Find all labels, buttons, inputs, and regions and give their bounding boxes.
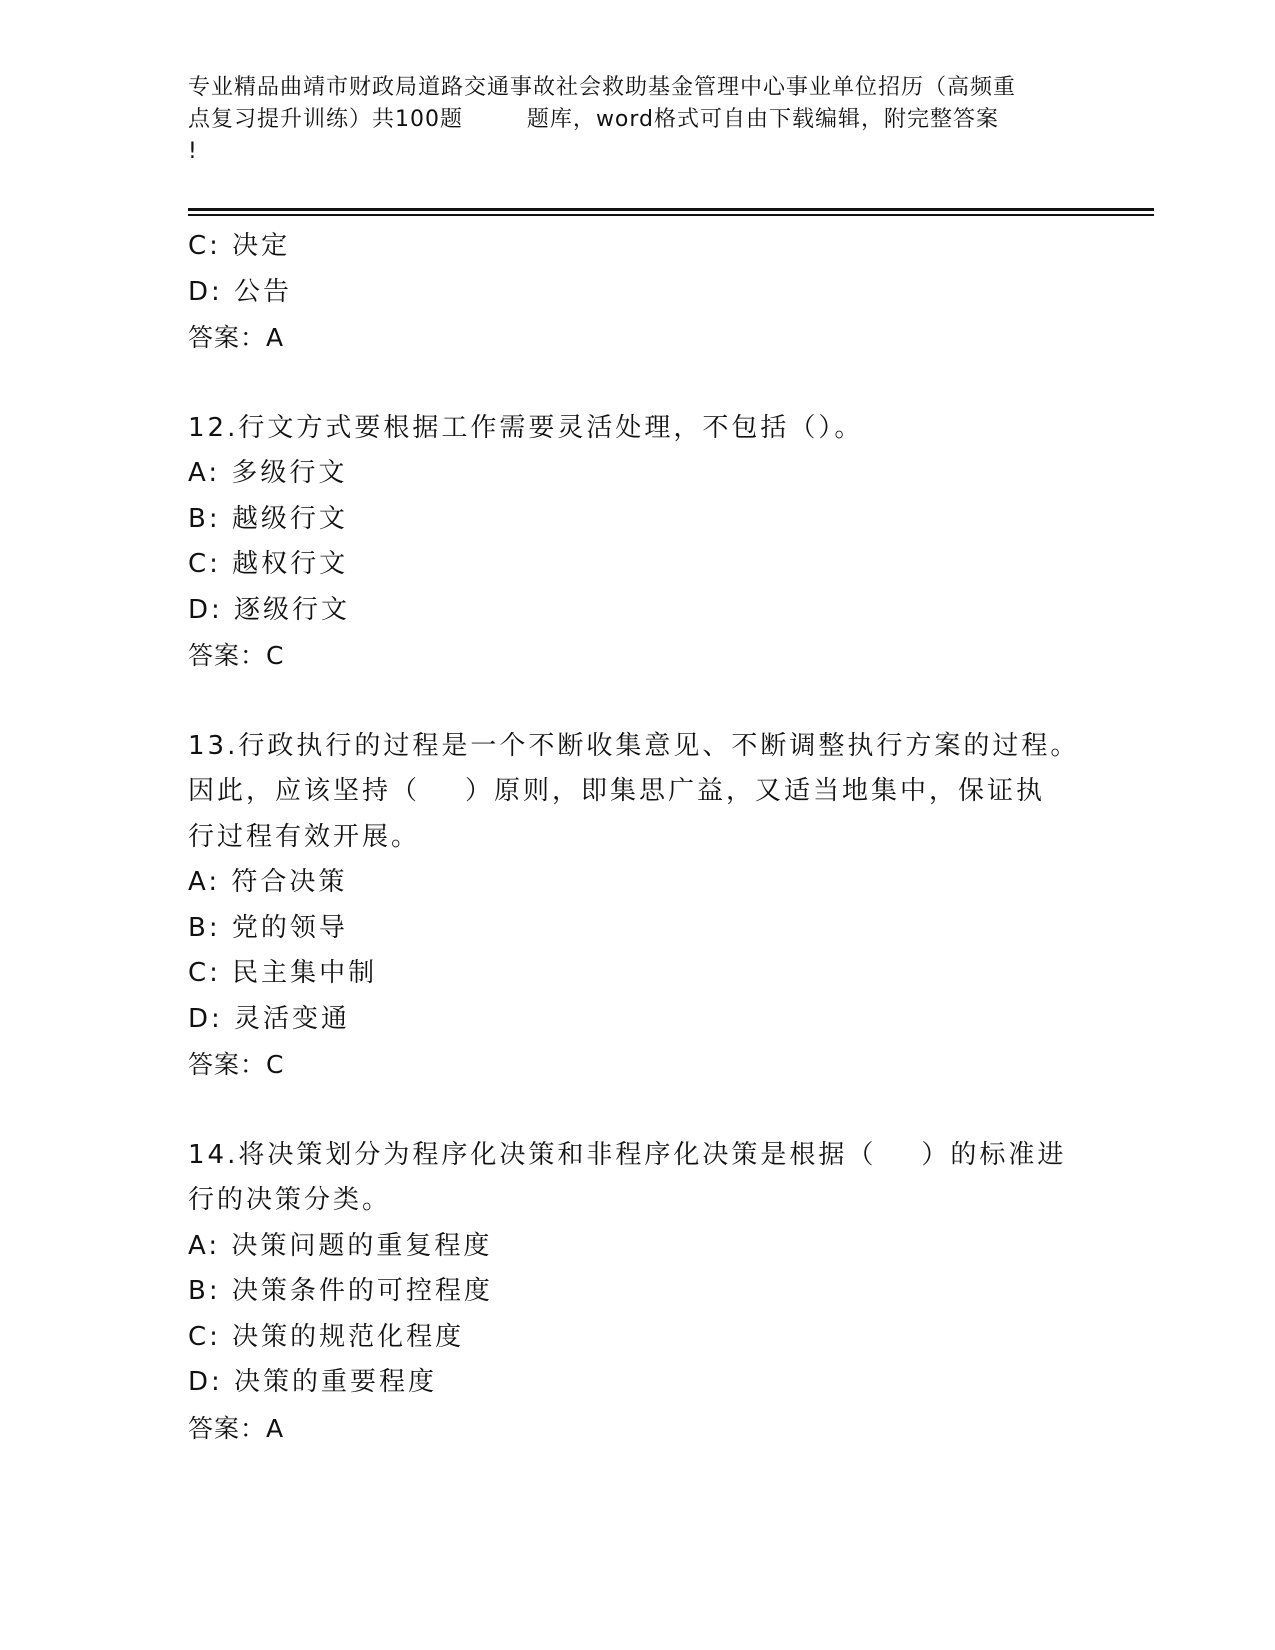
- spacer: [188, 679, 1088, 724]
- question-list: [188, 224, 1088, 1451]
- answer: 答案：C: [188, 1050, 285, 1079]
- option-c: C: 决策的规范化程度: [188, 1321, 465, 1352]
- option-b: B: 决策条件的可控程度: [188, 1276, 493, 1306]
- header-divider-thin: [188, 214, 1154, 216]
- spacer: [188, 1088, 1088, 1133]
- header-divider-thick: [188, 208, 1154, 211]
- answer: 答案：C: [188, 641, 285, 670]
- option-d: D: 逐级行文: [188, 594, 351, 625]
- header-line-2: 点复习提升训练）共100题 题库，word格式可自由下载编辑，附完整答案: [188, 107, 1000, 132]
- header-line-1: 专业精品曲靖市财政局道路交通事故社会救助基金管理中心事业单位招历（高频重: [188, 75, 1017, 100]
- option-b: B: 党的领导: [188, 912, 348, 943]
- question-text: 14.将决策划分为程序化决策和非程序化决策是根据（ ）的标准进: [188, 1139, 1067, 1170]
- answer: 答案：A: [188, 323, 285, 352]
- spacer: [188, 361, 1088, 406]
- option-c: C: 决定: [188, 231, 291, 261]
- question-text: 13.行政执行的过程是一个不断收集意见、不断调整执行方案的过程。: [188, 730, 1080, 761]
- option-a: A: 决策问题的重复程度: [188, 1230, 493, 1261]
- question-text: 12.行文方式要根据工作需要灵活处理，不包括（）。: [188, 412, 864, 443]
- option-a: A: 多级行文: [188, 458, 348, 488]
- option-d: D: 灵活变通: [188, 1003, 351, 1034]
- prev-question-tail: [188, 224, 1088, 361]
- answer: 答案：A: [188, 1413, 285, 1443]
- question-text: 行过程有效开展。: [188, 821, 421, 852]
- option-c: C: 越权行文: [188, 549, 349, 579]
- option-a: A: 符合决策: [188, 867, 348, 897]
- option-c: C: 民主集中制: [188, 958, 378, 988]
- question-14: [188, 1133, 1088, 1452]
- document-header: [188, 72, 1088, 168]
- option-d: D: 决策的重要程度: [188, 1367, 438, 1397]
- question-12: [188, 406, 1088, 679]
- option-d: D: 公告: [188, 276, 293, 307]
- question-text: 因此，应该坚持（ ）原则，即集思广益，又适当地集中，保证执: [188, 776, 1046, 806]
- header-line-3: !: [188, 139, 198, 164]
- question-13: [188, 724, 1088, 1088]
- question-text: 行的决策分类。: [188, 1185, 392, 1215]
- option-b: B: 越级行文: [188, 503, 348, 534]
